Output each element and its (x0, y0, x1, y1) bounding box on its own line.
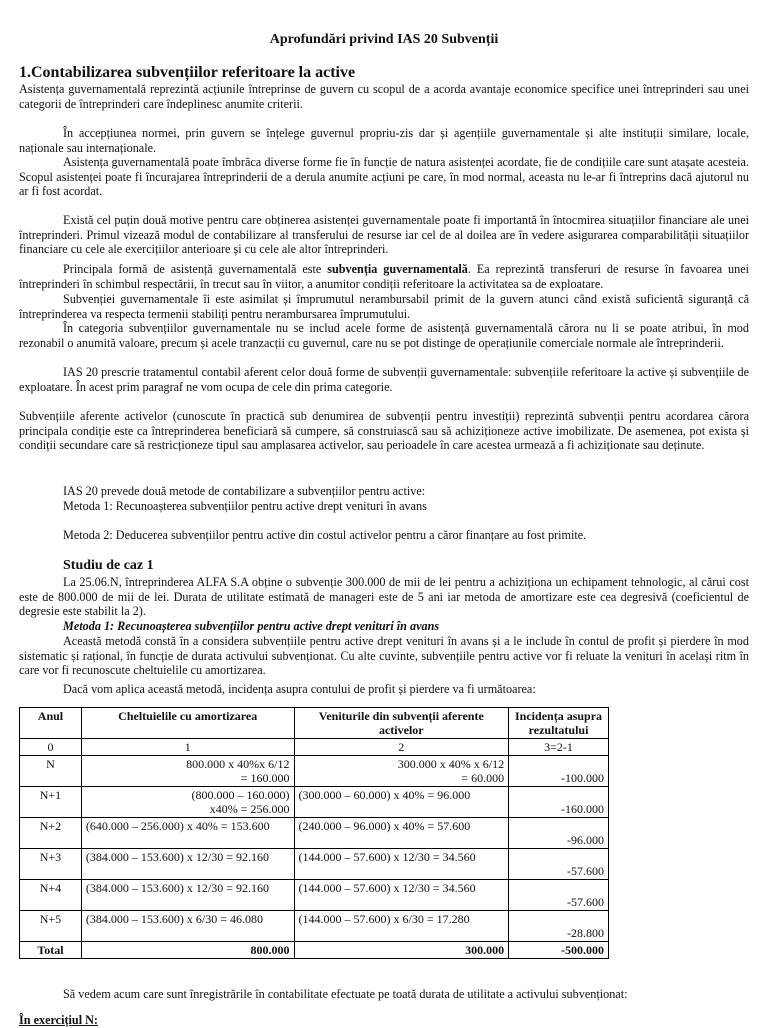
paragraph: Asistența guvernamentală reprezintă acțiunile întreprinse de guvern cu scopul de a acorda avantaje economice specifice unei întreprinderi sau unei categorii de întreprinderi care îndeplinesc anumite criterii. (19, 82, 749, 111)
table-index-row: 0 1 2 3=2-1 (20, 739, 609, 756)
closing-paragraph: Să vedem acum care sunt înregistrările în contabilitate efectuate pe toată durata de utilitate a activului subvenționat: (63, 987, 628, 1001)
paragraph: Asistența guvernamentală poate îmbrăca diverse forme fie în funcție de natura asistenței acordate, fie de condițiile care sunt atașate acesteia. Scopul asistenței poate fi încurajarea întreprinderii de a derula anumite acțiuni pe care, în mod normal, aceasta nu le-ar fi întreprins dacă ajutorul nu ar fi fost acordat. (19, 155, 749, 199)
case-study-heading: Studiu de caz 1 (63, 558, 154, 573)
paragraph: În categoria subvențiilor guvernamentale nu se includ acele forme de asistență guvernamentală cărora nu li se poate atribui, în mod rezonabil o anumită valoare, precum și acele tranzacții cu guvernul, care nu se pot distinge de operațiunile comerciale normale ale întreprinderii. (19, 321, 749, 350)
column-header: Veniturile din subvenții aferente activelor (294, 708, 509, 739)
paragraph: Există cel puțin două motive pentru care obținerea asistenței guvernamentale poate fi importantă în întocmirea situațiilor financiare ale unei întreprinderi. Primul vizează modul de contabilizare al transferului de resurse iar cel de al doilea are în vedere asigurarea comparabilității situațiilor financiare cu cele ale exercițiilor anterioare și cu cele ale altor întreprinderi. (19, 213, 749, 257)
table-total-row: Total 800.000 300.000 -500.000 (20, 942, 609, 959)
emphasis: subvenția guvernamentală (327, 262, 468, 276)
method-title: Metoda 1: Recunoașterea subvențiilor pentru active drept venituri în avans (63, 619, 440, 633)
page-title: Aprofundări privind IAS 20 Subvenții (269, 32, 499, 47)
paragraph: Subvențiile aferente activelor (cunoscute în practică sub denumirea de subvenții pentru investiții) reprezintă subvenții pentru acordarea cărora principala condiție este ca întreprinderea beneficiară să cumpere, să construiască sau să achiziționeze active imobilizate. De asemenea, pot exista și condiții secundare care să restricționeze tipul sau amplasarea activelor, sau perioadele în care acestea urmează a fi achiziționate sau deținute. (19, 409, 749, 453)
column-header: Anul (20, 708, 82, 739)
table-row: N 800.000 x 40%x 6/12 = 160.000 300.000 x 40% x 6/12 = 60.000 -100.000 (20, 756, 609, 787)
column-header: Incidența asupra rezultatului (509, 708, 609, 739)
paragraph: IAS 20 prevede două metode de contabilizare a subvențiilor pentru active: (63, 484, 426, 498)
table-row: N+3 (384.000 – 153.600) x 12/30 = 92.160 (144.000 – 57.600) x 12/30 = 34.560 -57.600 (20, 849, 609, 880)
section-heading: 1.Contabilizarea subvențiilor referitoare la active (19, 64, 356, 81)
table-row: N+4 (384.000 – 153.600) x 12/30 = 92.160 (144.000 – 57.600) x 12/30 = 34.560 -57.600 (20, 880, 609, 911)
paragraph: Principala formă de asistență guvernamentală este subvenția guvernamentală. Ea reprezintă transferuri de resurse în favoarea unei întreprinderi în schimbul respectării, în trecut sau în viitor, a anumitor condiții referitoare la activitatea sa de exploatare. (19, 262, 750, 291)
depreciation-table (19, 707, 609, 959)
table-header-row (20, 708, 609, 739)
method-description: Această metodă constă în a considera subvențiile pentru active drept venituri în avans și a le include în contul de profit și pierdere în mod sistematic și rațional, în funcție de durata activului subvenționat. Cu alte cuvinte, subvențiile pentru active vor fi reluate la venituri în același ritm în care vor fi recunoscute cheltuielile cu amortizarea. (19, 634, 749, 678)
table-row: N+2 (640.000 – 256.000) x 40% = 153.600 (240.000 – 96.000) x 40% = 57.600 -96.000 (20, 818, 609, 849)
column-header: Cheltuielile cu amortizarea (81, 708, 294, 739)
method-1-line: Metoda 1: Recunoașterea subvențiilor pentru active drept venituri în avans (63, 499, 427, 513)
paragraph: Subvenției guvernamentale îi este asimilat și împrumutul nerambursabil primit de la guvern atunci când există suficientă siguranță că întreprinderea va respecta termenii stabiliți pentru nerambursarea împrumutului. (19, 292, 749, 321)
table-row: N+1 (800.000 – 160.000) x40% = 256.000 (300.000 – 60.000) x 40% = 96.000 -160.000 (20, 787, 609, 818)
exercise-heading: În exercițiul N: (19, 1013, 98, 1027)
paragraph: În accepțiunea normei, prin guvern se înțelege guvernul propriu-zis dar și agențiile guvernamentale și alte instituții similare, locale, naționale sau internaționale. (19, 126, 749, 155)
method-2-line: Metoda 2: Deducerea subvențiilor pentru active din costul activelor pentru a căror finanțare au fost primite. (63, 528, 587, 542)
paragraph: IAS 20 prescrie tratamentul contabil aferent celor două forme de subvenții guvernamentale: subvențiile referitoare la active și subvențiile de exploatare. În acest prim paragraf ne vom ocupa de cele din prima categorie. (19, 365, 749, 394)
table-row: N+5 (384.000 – 153.600) x 6/30 = 46.080 (144.000 – 57.600) x 6/30 = 17.280 -28.800 (20, 911, 609, 942)
case-study-intro: La 25.06.N, întreprinderea ALFA S.A obține o subvenție 300.000 de mii de lei pentru a achiziționa un echipament tehnologic, al cărui cost este de 800.000 de mii de lei. Durata de utilitate estimată de manageri este de 5 ani iar metoda de amortizare este cea degresivă (coeficientul de degresie este stabilit la 2). (19, 575, 749, 619)
apply-line: Dacă vom aplica această metodă, incidența asupra contului de profit și pierdere va fi următoarea: (63, 682, 536, 696)
